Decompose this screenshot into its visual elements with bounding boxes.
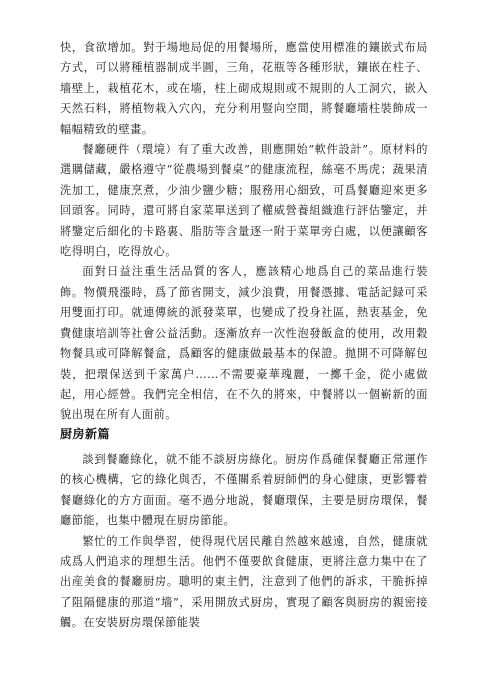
paragraph: 談到餐廳綠化，就不能不談厨房綠化。厨房作爲確保餐廳正常運作的核心機構，它的綠化與否，不僅關系着厨師們的身心健康，更影響着餐廳綠化的方方面面。毫不過分地説，餐廳環保，主要是厨房環保，餐廳節能，也集中體現在厨房節能。 bbox=[60, 453, 428, 528]
section-body bbox=[60, 38, 428, 426]
section-body bbox=[60, 450, 428, 634]
paragraph: 餐廳硬件（環境）有了重大改善，則應開始“軟件設計”。原材料的選購儲藏，嚴格遵守“從農場到餐桌”的健康流程，絲毫不馬虎；蔬果清洗加工，健康烹煮，少油少鹽少糖；服務用心細致，可爲餐廳迎來更多回頭客。同時，還可將自家菜單送到了權威營養組織進行評估鑒定，并將鑒定后細化的卡路裏、脂肪等含量逐一附于菜單旁白處，以便讓顧客吃得明白，吃得放心。 bbox=[60, 143, 428, 259]
paragraph: 繁忙的工作與學習，使得現代居民離自然越來越遠，自然，健康就成爲人們追求的理想生活。他們不僅要飲食健康，更將注意力集中在了出産美食的餐廳厨房。聰明的東主們，注意到了他們的訴求，干脆拆掉了阻隔健康的那道“墻”，采用開放式厨房，實現了顧客與厨房的親密接觸。在安裝厨房環保節能裝 bbox=[60, 534, 428, 630]
section-heading: 厨房新篇 bbox=[60, 427, 111, 441]
paragraph: 面對日益注重生活品質的客人，應該精心地爲自己的菜品進行裝飾。物價飛漲時，爲了節省開支，減少浪費，用餐憑據、電話記録可采用雙面打印。就連傳統的派發菜單，也變成了投身社區，熱衷基金，免費健康培訓等社會公益活動。逐漸放弃一次性泡發飯盒的使用，改用穀物餐具或可降解餐盒，爲顧客的健康做最基本的保證。拋開不可降解包裝，把環保送到千家萬户……不需要豪華瑰麗，一擲千金，從小處做起，用心經營。我們完全相信，在不久的將來，中餐將以一個嶄新的面貌出現在所有人面前。 bbox=[60, 265, 428, 422]
paragraph: 快，食欲增加。對于場地局促的用餐場所，應當使用標准的鑲嵌式布局方式，可以將種植器制成半圓，三角，花瓶等各種形狀，鑲嵌在柱子、墻壁上，栽植花木，或在墻，柱上砌成規則或不規則的人工洞穴，嵌入天然石料，將植物栽入穴內，充分利用豎向空間，將餐廳墻柱裝飾成一幅幅精致的壁畫。 bbox=[60, 41, 428, 136]
